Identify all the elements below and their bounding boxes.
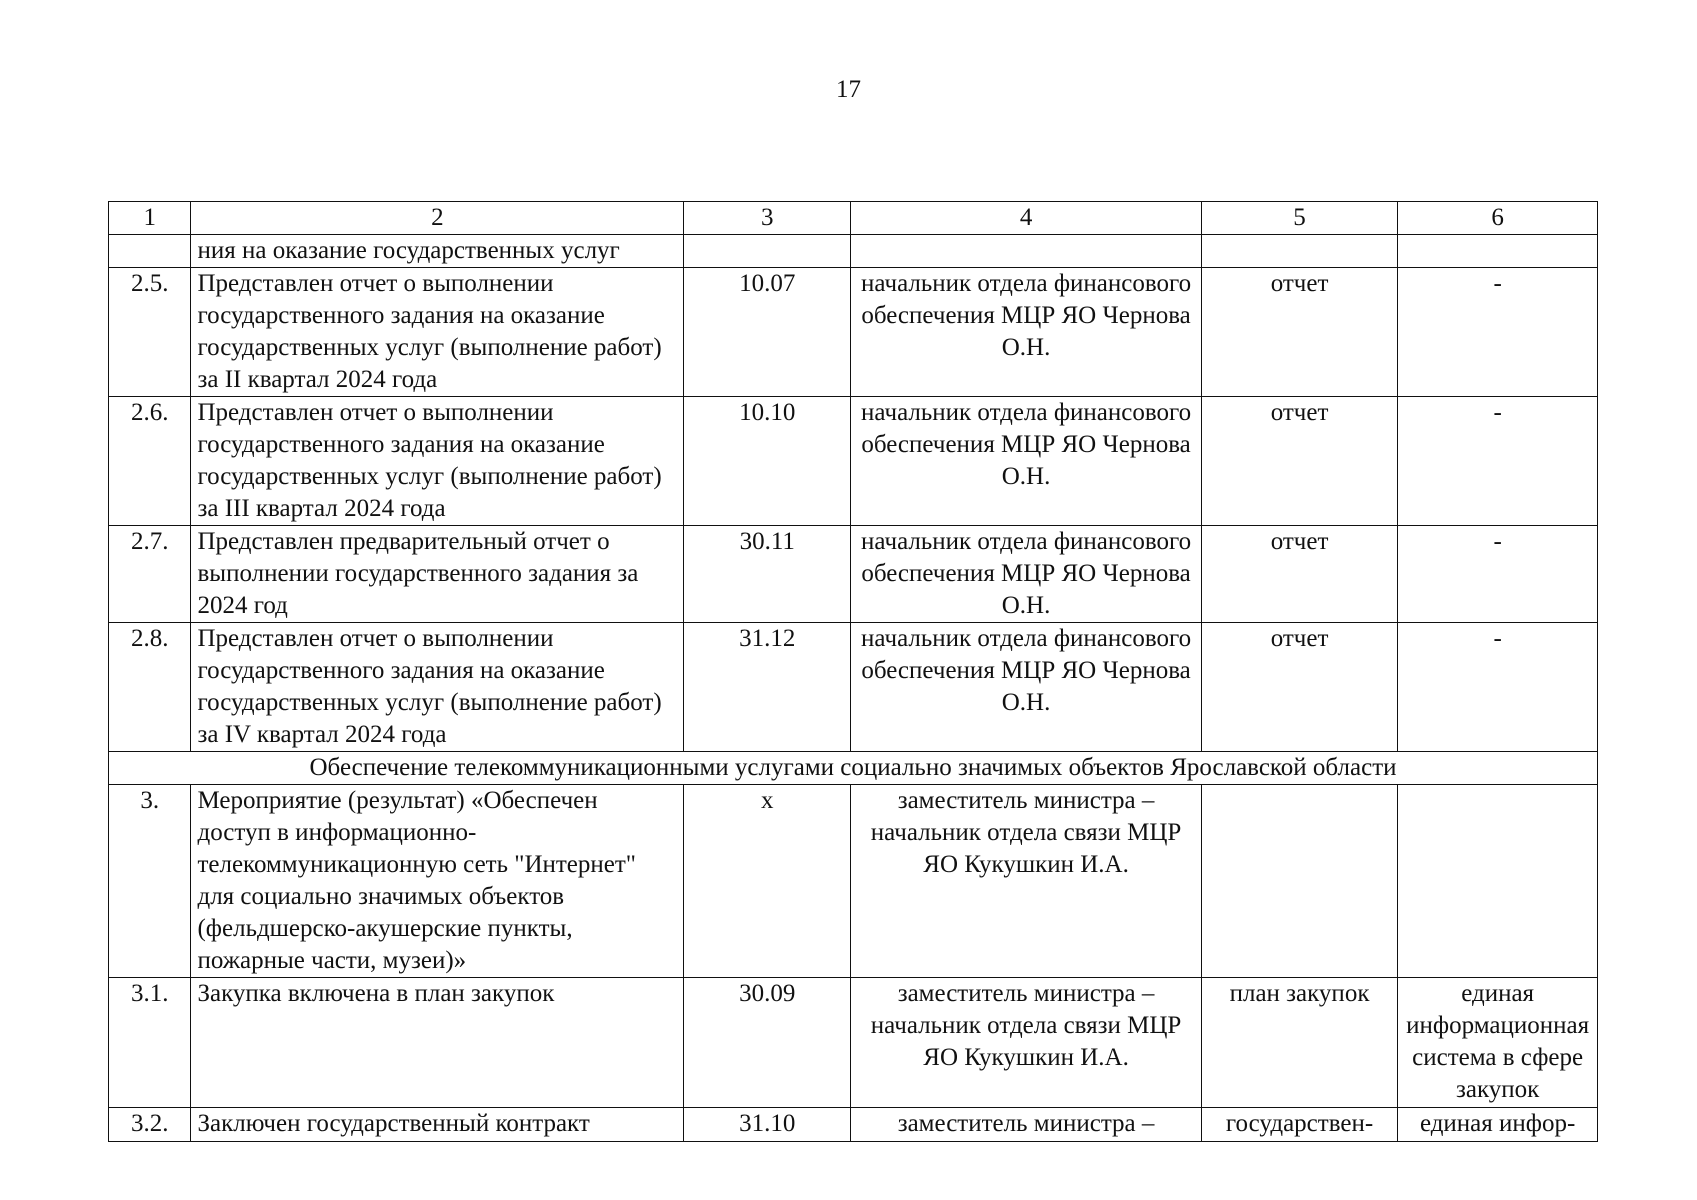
- cell-system: -: [1398, 526, 1598, 623]
- cell-responsible: заместитель министра –: [851, 1108, 1202, 1142]
- cell-system: [1398, 785, 1598, 978]
- cell-system: [1398, 235, 1598, 268]
- cell-system: единая информационная система в сфере закупок: [1398, 978, 1598, 1108]
- cell-date: 31.10: [684, 1108, 851, 1142]
- cell-date: х: [684, 785, 851, 978]
- cell-responsible: заместитель министра – начальник отдела связи МЦР ЯО Кукушкин И.А.: [851, 785, 1202, 978]
- cell-doc: [1201, 785, 1397, 978]
- cell-system: единая инфор-: [1398, 1108, 1598, 1142]
- header-col-5: 5: [1201, 202, 1397, 235]
- page-number: 17: [836, 76, 861, 103]
- cell-doc: отчет: [1201, 397, 1397, 526]
- cell-text: Мероприятие (результат) «Обеспечен доступ в информационно-телекоммуникационную сеть "Интернет" для социально значимых объектов (фельдшерско-акушерские пункты, пожарные части, музеи)»: [191, 785, 684, 978]
- cell-text: Представлен предварительный отчет о выполнении государственного задания за 2024 год: [191, 526, 684, 623]
- cell-text: Представлен отчет о выполнении государственного задания на оказание государственных услуг (выполнение работ) за IV квартал 2024 года: [191, 623, 684, 752]
- cell-date: 10.07: [684, 268, 851, 397]
- plan-table: [108, 201, 1598, 1142]
- table-row: [109, 526, 1598, 623]
- cell-doc: отчет: [1201, 268, 1397, 397]
- table-row: [109, 978, 1598, 1108]
- cell-num: 3.1.: [109, 978, 191, 1108]
- cell-date: 30.09: [684, 978, 851, 1108]
- table-row: [109, 397, 1598, 526]
- cell-responsible: заместитель министра – начальник отдела связи МЦР ЯО Кукушкин И.А.: [851, 978, 1202, 1108]
- cell-responsible: начальник отдела финансового обеспечения МЦР ЯО Чернова О.Н.: [851, 623, 1202, 752]
- header-col-1: 1: [109, 202, 191, 235]
- cell-num: 2.8.: [109, 623, 191, 752]
- cell-responsible: начальник отдела финансового обеспечения МЦР ЯО Чернова О.Н.: [851, 397, 1202, 526]
- cell-responsible: начальник отдела финансового обеспечения МЦР ЯО Чернова О.Н.: [851, 526, 1202, 623]
- cell-num: 2.6.: [109, 397, 191, 526]
- table-row: [109, 623, 1598, 752]
- table-row: [109, 1108, 1598, 1142]
- cell-text: Заключен государственный контракт: [191, 1108, 684, 1142]
- cell-doc: отчет: [1201, 526, 1397, 623]
- cell-system: -: [1398, 397, 1598, 526]
- header-col-6: 6: [1398, 202, 1598, 235]
- cell-date: 31.12: [684, 623, 851, 752]
- header-col-2: 2: [191, 202, 684, 235]
- cell-text: Представлен отчет о выполнении государственного задания на оказание государственных услуг (выполнение работ) за II квартал 2024 года: [191, 268, 684, 397]
- cell-doc: план закупок: [1201, 978, 1397, 1108]
- cell-num: 3.: [109, 785, 191, 978]
- header-row: [109, 202, 1598, 235]
- table-row: [109, 268, 1598, 397]
- cell-num: 3.2.: [109, 1108, 191, 1142]
- cell-text: Закупка включена в план закупок: [191, 978, 684, 1108]
- cell-num: 2.5.: [109, 268, 191, 397]
- section-title: Обеспечение телекоммуникационными услугами социально значимых объектов Ярославской области: [109, 752, 1598, 785]
- section-row: [109, 752, 1598, 785]
- cell-num: 2.7.: [109, 526, 191, 623]
- cell-responsible: [851, 235, 1202, 268]
- table-row: [109, 785, 1598, 978]
- header-col-3: 3: [684, 202, 851, 235]
- cell-doc: [1201, 235, 1397, 268]
- cell-date: 30.11: [684, 526, 851, 623]
- header-col-4: 4: [851, 202, 1202, 235]
- cell-date: [684, 235, 851, 268]
- cell-doc: государствен-: [1201, 1108, 1397, 1142]
- cell-text: ния на оказание государственных услуг: [191, 235, 684, 268]
- cell-text: Представлен отчет о выполнении государственного задания на оказание государственных услуг (выполнение работ) за III квартал 2024 года: [191, 397, 684, 526]
- cell-date: 10.10: [684, 397, 851, 526]
- cell-responsible: начальник отдела финансового обеспечения МЦР ЯО Чернова О.Н.: [851, 268, 1202, 397]
- continuation-row: [109, 235, 1598, 268]
- cell-system: -: [1398, 623, 1598, 752]
- cell-system: -: [1398, 268, 1598, 397]
- cell-num: [109, 235, 191, 268]
- cell-doc: отчет: [1201, 623, 1397, 752]
